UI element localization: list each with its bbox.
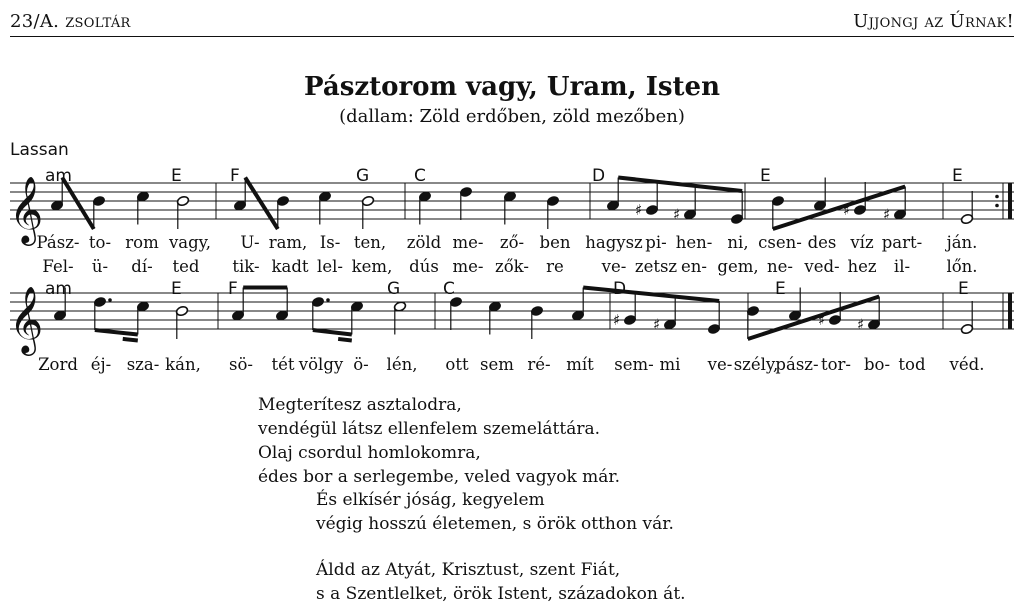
repeat-dot <box>995 195 999 199</box>
lyric-syllable: zöld <box>406 233 442 252</box>
beam <box>338 339 352 341</box>
lyric-syllable: ré- <box>527 355 551 374</box>
lyric-syllable: pász- <box>775 355 819 374</box>
chord-symbol: E <box>775 279 786 299</box>
dot <box>108 298 112 302</box>
lyric-syllable: ző- <box>499 233 525 252</box>
sharp-icon: ♯ <box>857 315 865 334</box>
lyric-syllable: ram, <box>268 233 308 252</box>
lyric-syllable: mi <box>659 355 681 374</box>
beam <box>313 330 352 335</box>
lyric-syllable: gem, <box>717 257 759 276</box>
lyric-syllable: hagysz <box>585 233 643 252</box>
chord-symbol: F <box>230 166 240 186</box>
chord-symbol: am <box>45 166 72 186</box>
sharp-icon: ♯ <box>843 201 851 219</box>
note <box>276 195 289 229</box>
lyric-syllable: dús <box>409 257 439 276</box>
chord-symbol: D <box>613 279 627 299</box>
lyric-syllable: en- <box>681 257 707 276</box>
lyric-syllable: sem <box>480 355 514 374</box>
lyric-syllable: ne- <box>767 257 793 276</box>
lyric-syllable: kán, <box>165 355 201 374</box>
beam <box>618 178 742 192</box>
lyric-syllable: ben <box>539 233 571 252</box>
lyric-syllable: Is- <box>319 233 341 252</box>
lyric-syllable: ved- <box>804 257 840 276</box>
lyric-syllable: bo- <box>863 355 891 374</box>
lyric-syllable: pi- <box>645 233 667 252</box>
verse-line: Megterítesz asztalodra, <box>258 395 462 415</box>
final-barline <box>1008 293 1012 329</box>
note <box>730 191 743 225</box>
chord-symbol: C <box>443 279 455 299</box>
chord-symbol: D <box>592 166 606 186</box>
lyric-syllable: sza- <box>126 355 160 374</box>
lyric-syllable: to- <box>88 233 112 252</box>
chord-symbol: G <box>387 279 401 299</box>
lyric-syllable: ni, <box>727 233 749 252</box>
note <box>960 191 973 225</box>
lyric-syllable: sem- <box>614 355 654 374</box>
note <box>92 195 105 229</box>
sharp-icon: ♯ <box>635 201 643 219</box>
lyric-syllable: zők- <box>495 257 529 276</box>
note <box>361 195 374 229</box>
chord-symbol: E <box>171 279 182 299</box>
lyric-syllable: Pász- <box>36 233 80 252</box>
chord-symbol: E <box>958 279 969 299</box>
note <box>530 305 543 339</box>
sharp-icon: ♯ <box>653 315 661 334</box>
verse-line: És elkísér jóság, kegyelem <box>316 490 545 510</box>
header-right: Ujjongj az Úrnak! <box>853 11 1014 32</box>
verse-line: s a Szentlelket, örök Istent, századokon át. <box>316 584 686 604</box>
chord-symbol: F <box>228 279 238 299</box>
beam <box>583 288 719 302</box>
lyric-syllable: ott <box>445 355 469 374</box>
sharp-icon: ♯ <box>883 205 891 224</box>
final-barline <box>1008 183 1012 219</box>
lyric-syllable: sö- <box>229 355 253 374</box>
verse-line: Olaj csordul homlokomra, <box>258 443 481 463</box>
lyric-syllable: véd. <box>949 355 985 374</box>
lyric-syllable: ján. <box>946 233 978 252</box>
chord-symbol: C <box>414 166 426 186</box>
lyric-syllable: U- <box>240 233 260 252</box>
lyric-syllable: ve- <box>707 355 733 374</box>
lyric-syllable: des <box>807 233 837 252</box>
lyric-syllable: víz <box>850 233 874 252</box>
verse-line: végig hosszú életemen, s örök otthon vár. <box>316 514 674 534</box>
chord-symbol: E <box>171 166 182 186</box>
header-left: 23/A. zsoltár <box>10 11 131 32</box>
chord-symbol: G <box>356 166 370 186</box>
verse-line: vendégül látsz ellenfelem szemeláttára. <box>258 419 600 439</box>
lyric-syllable: Fel- <box>42 257 74 276</box>
lyric-syllable: hez <box>847 257 877 276</box>
lyric-syllable: rom <box>125 233 159 252</box>
lyric-syllable: zetsz <box>634 257 678 276</box>
lyric-syllable: ted <box>172 257 200 276</box>
lyric-syllable: mít <box>566 355 594 374</box>
lyric-syllable: re <box>546 257 564 276</box>
note <box>175 305 188 339</box>
lyric-syllable: hen- <box>675 233 713 252</box>
repeat-dot <box>995 204 999 208</box>
sharp-icon: ♯ <box>673 205 681 224</box>
lyric-syllable: part- <box>881 233 923 252</box>
lyric-syllable: tét <box>271 355 295 374</box>
sharp-icon: ♯ <box>613 311 621 329</box>
lyric-syllable: ü- <box>91 257 109 276</box>
lyric-syllable: tik- <box>232 257 260 276</box>
lyric-syllable: lel- <box>317 257 343 276</box>
lyric-syllable: ve- <box>601 257 627 276</box>
song-subtitle: (dallam: Zöld erdőben, zöld mezőben) <box>339 106 685 127</box>
lyric-syllable: vagy, <box>168 233 212 252</box>
verse-line: Áldd az Atyát, Krisztust, szent Fiát, <box>316 560 621 580</box>
lyric-syllable: tor- <box>820 355 852 374</box>
lyric-syllable: lén, <box>386 355 418 374</box>
note <box>960 301 973 335</box>
lyric-syllable: me- <box>452 233 484 252</box>
lyric-syllable: dí- <box>131 257 153 276</box>
sharp-icon: ♯ <box>818 311 826 329</box>
chord-symbol: E <box>952 166 963 186</box>
lyric-syllable: ten, <box>353 233 387 252</box>
note <box>546 195 559 229</box>
note <box>449 296 462 330</box>
note <box>311 296 329 330</box>
tempo-marking: Lassan <box>10 140 69 160</box>
beam <box>95 330 138 335</box>
lyric-syllable: lőn. <box>946 257 978 276</box>
note <box>176 195 189 229</box>
note <box>707 301 720 335</box>
lyric-syllable: csen- <box>758 233 802 252</box>
lyric-syllable: tod <box>898 355 926 374</box>
lyric-syllable: éj- <box>90 355 112 374</box>
lyric-syllable: völgy <box>298 355 344 374</box>
dot <box>326 298 330 302</box>
song-title: Pásztorom vagy, Uram, Isten <box>304 72 720 102</box>
lyric-syllable: ö- <box>353 355 369 374</box>
beam <box>123 339 138 341</box>
lyric-syllable: kem, <box>351 257 393 276</box>
lyric-syllable: kadt <box>271 257 309 276</box>
note <box>459 186 472 220</box>
chord-symbol: am <box>45 279 72 299</box>
lyric-syllable: Zord <box>38 355 78 374</box>
lyric-syllable: szély, <box>733 355 779 374</box>
chord-symbol: E <box>760 166 771 186</box>
treble-clef-icon: 𝄞 <box>9 175 44 243</box>
note <box>93 296 111 330</box>
staff-system-2 <box>0 275 1024 355</box>
beam <box>245 178 278 230</box>
treble-clef-icon: 𝄞 <box>9 285 44 353</box>
header-rule <box>10 36 1014 37</box>
lyric-syllable: me- <box>452 257 484 276</box>
verse-line: édes bor a serlegembe, veled vagyok már. <box>258 467 621 487</box>
lyric-syllable: il- <box>893 257 911 276</box>
